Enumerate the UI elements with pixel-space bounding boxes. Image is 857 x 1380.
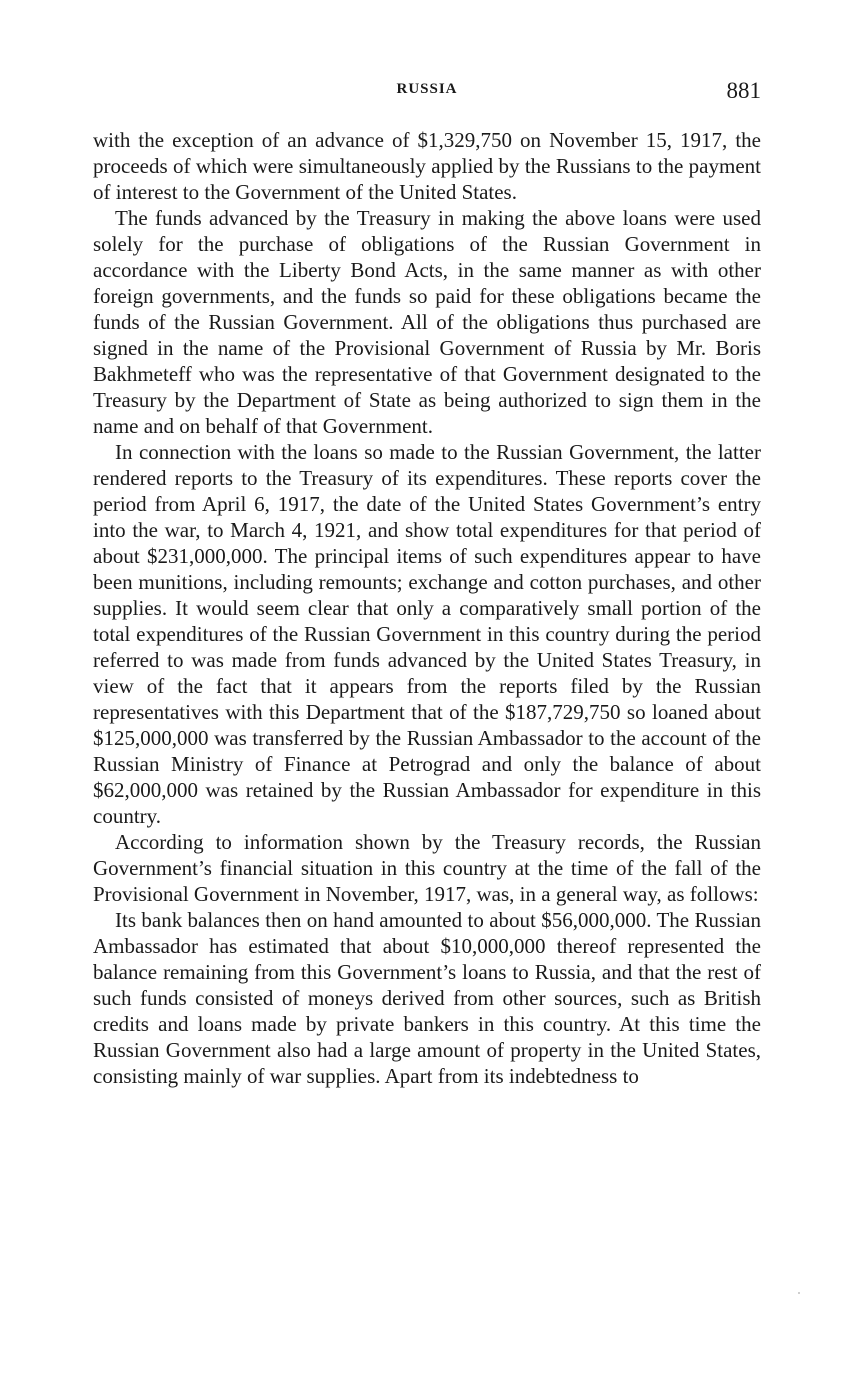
body-text [93,127,761,1089]
scan-speck [798,1292,800,1294]
paragraph-expenditure-reports: In connection with the loans so made to the Russian Government, the latter rendered reports to the Treasury of its expenditures. These reports cover the period from April 6, 1917, the date of the United States Government’s entry into the war, to March 4, 1921, and show total expenditures for that period of about $231,000,000. The principal items of such expenditures appear to have been munitions, including remounts; exchange and cotton purchases, and other supplies. It would seem clear that only a comparatively small portion of the total expenditures of the Russian Government in this country during the period referred to was made from funds advanced by the United States Treasury, in view of the fact that it appears from the reports filed by the Russian representatives with this Department that of the $187,729,750 so loaned about $125,000,000 was transferred by the Russian Ambassador to the account of the Russian Ministry of Finance at Petrograd and only the balance of about $62,000,000 was retained by the Russian Ambassador for expenditure in this country. [93,440,761,828]
paragraph-continuation: with the exception of an advance of $1,329,750 on November 15, 1917, the proceeds of which were simultaneously applied by the Russians to the payment of interest to the Government of the United States. [93,128,761,204]
paragraph-financial-situation: According to information shown by the Treasury records, the Russian Government’s financial situation in this country at the time of the fall of the Provisional Government in November, 1917, was, in a general way, as follows: [93,830,761,906]
paragraph-treasury-funds: The funds advanced by the Treasury in making the above loans were used solely for the purchase of obligations of the Russian Government in accordance with the Liberty Bond Acts, in the same manner as with other foreign governments, and the funds so paid for these obligations became the funds of the Russian Government. All of the obligations thus purchased are signed in the name of the Provisional Government of Russia by Mr. Boris Bakhmeteff who was the representative of that Government designated to the Treasury by the Department of State as being authorized to sign them in the name and on behalf of that Government. [93,206,761,438]
paragraph-bank-balances: Its bank balances then on hand amounted to about $56,000,000. The Russian Ambassador has estimated that about $10,000,000 thereof represented the balance remaining from this Government’s loans to Russia, and that the rest of such funds consisted of moneys derived from other sources, such as British credits and loans made by private bankers in this country. At this time the Russian Government also had a large amount of property in the United States, consisting mainly of war supplies. Apart from its indebtedness to [93,908,761,1088]
running-title: RUSSIA [396,81,458,97]
running-header [93,78,761,108]
page-number: 881 [726,78,761,103]
